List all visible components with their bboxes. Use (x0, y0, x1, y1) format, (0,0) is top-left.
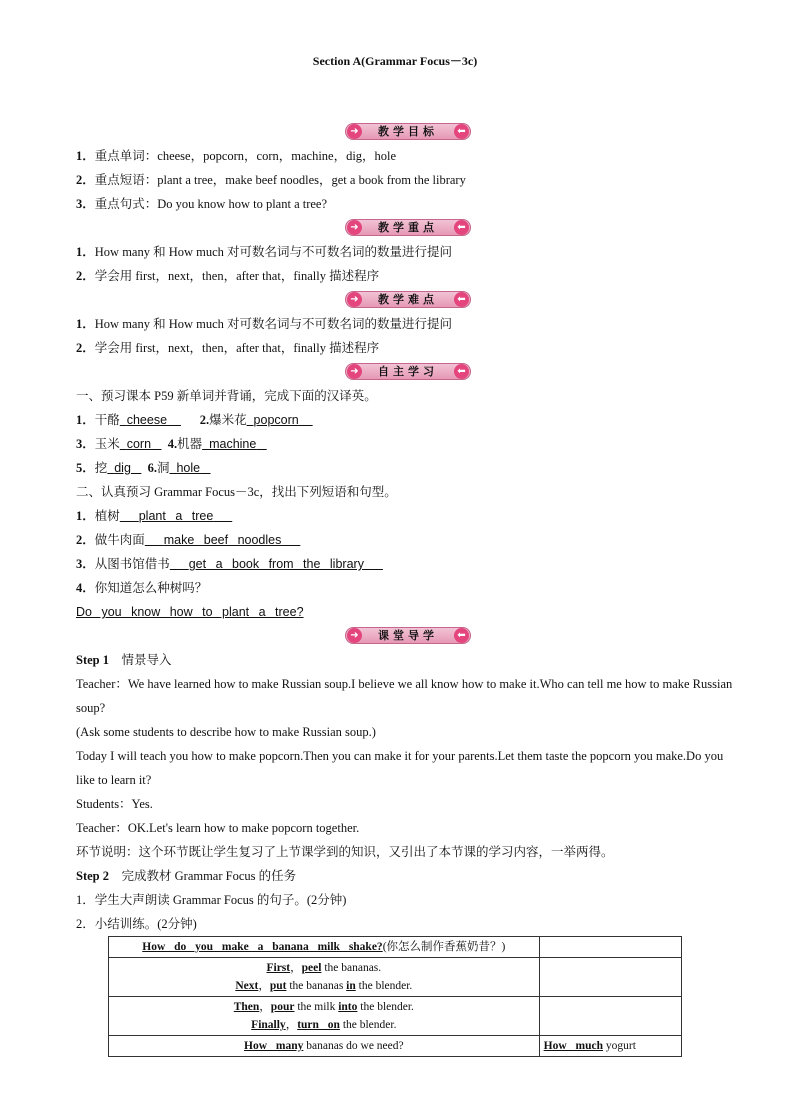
table-row (109, 937, 682, 958)
objective-3: 3．重点句式：Do you know how to plant a tree? (76, 197, 328, 211)
arrow-left-icon: ⬅ (454, 628, 469, 643)
step1-paragraphs (48, 672, 744, 864)
arrow-left-icon: ⬅ (454, 220, 469, 235)
step2-item-2: 2．小结训练。(2分钟) (76, 917, 197, 931)
arrow-right-icon: ➜ (347, 292, 362, 307)
banner-objectives (345, 123, 471, 140)
difficulty-2: 2．学会用 first，next，then，after that，finally 描述程序 (76, 341, 380, 355)
arrow-right-icon: ➜ (347, 124, 362, 139)
table-cell: How much yogurt (539, 1036, 681, 1057)
page-title: Section A(Grammar Focus－3c) (312, 54, 478, 68)
self-study-part1-heading: 一、预习课本 P59 新单词并背诵，完成下面的汉译英。 (76, 389, 377, 403)
teacher-popcorn: Today I will teach you how to make popcorn.Then you can make it for your parents.Let them taste the popcorn you make.Do you like to learn it? (76, 749, 724, 787)
table-cell: First，peel the bananas. Next，put the bananas in the blender. (109, 958, 540, 997)
vocab-row-3: 5．挖 dig 6.洞 hole (76, 461, 201, 475)
banner-label: 教学难点 (378, 293, 438, 306)
arrow-left-icon: ⬅ (454, 364, 469, 379)
key-point-2: 2．学会用 first，next，then，after that，finally 描述程序 (76, 269, 380, 283)
banner-label: 教学重点 (378, 221, 438, 234)
self-study-part2-heading: 二、认真预习 Grammar Focus－3c，找出下列短语和句型。 (76, 485, 397, 499)
banner-self-study (345, 363, 471, 380)
banner-label: 课堂导学 (378, 629, 438, 642)
arrow-right-icon: ➜ (347, 364, 362, 379)
phrase-2: 2．做牛肉面 make beef noodles (76, 533, 282, 547)
banner-class-guide (345, 627, 471, 644)
sentence-answer: Do you know how to plant a tree? (76, 605, 304, 619)
arrow-left-icon: ⬅ (454, 292, 469, 307)
teacher-ok: Teacher：OK.Let's learn how to make popcorn together. (76, 821, 360, 835)
teacher-intro: Teacher：We have learned how to make Russian soup.I believe we all know how to make it.Who can tell me how to make Russian soup? (76, 677, 733, 715)
table-cell: Then，pour the milk into the blender. Finally，turn on the blender. (109, 997, 540, 1036)
key-point-1: 1．How many 和 How much 对可数名词与不可数名词的数量进行提问 (76, 245, 453, 259)
table-row (109, 958, 682, 997)
objective-2: 2．重点短语：plant a tree，make beef noodles，get a book from the library (76, 173, 466, 187)
phrase-1: 1．植树 plant a tree (76, 509, 214, 523)
phrase-3: 3．从图书馆借书 get a book from the library (76, 557, 364, 571)
step1-heading: Step 1 情景导入 (76, 653, 172, 667)
arrow-left-icon: ⬅ (454, 124, 469, 139)
table-cell (539, 958, 681, 997)
grammar-table (108, 936, 682, 1057)
banner-key-points (345, 219, 471, 236)
difficulty-1: 1．How many 和 How much 对可数名词与不可数名词的数量进行提问 (76, 317, 453, 331)
vocab-row-1: 1．干酪 cheese 2.爆米花 popcorn (76, 413, 299, 427)
vocab-row-2: 3．玉米 corn 4.机器 machine (76, 437, 257, 451)
stage-note: 环节说明：这个环节既让学生复习了上节课学到的知识，又引出了本节课的学习内容，一举两得。 (76, 845, 614, 859)
banner-difficulties (345, 291, 471, 308)
step2-heading: Step 2 完成教材 Grammar Focus 的任务 (76, 869, 297, 883)
table-cell: How do you make a banana milk shake?(你怎么制作香蕉奶昔？) (109, 937, 540, 958)
step2-item-1: 1．学生大声朗读 Grammar Focus 的句子。(2分钟) (76, 893, 347, 907)
table-row (109, 997, 682, 1036)
objective-1: 1．重点单词：cheese，popcorn，corn，machine，dig，hole (76, 149, 397, 163)
students-reply: Students：Yes. (76, 797, 153, 811)
phrase-4: 4．你知道怎么种树吗？ (76, 581, 208, 595)
arrow-right-icon: ➜ (347, 628, 362, 643)
table-cell (539, 997, 681, 1036)
arrow-right-icon: ➜ (347, 220, 362, 235)
table-cell: How many bananas do we need? (109, 1036, 540, 1057)
banner-label: 教学目标 (378, 125, 438, 138)
banner-label: 自主学习 (378, 365, 438, 378)
table-cell (539, 937, 681, 958)
stage-direction: (Ask some students to describe how to make Russian soup.) (76, 725, 376, 739)
table-row (109, 1036, 682, 1057)
